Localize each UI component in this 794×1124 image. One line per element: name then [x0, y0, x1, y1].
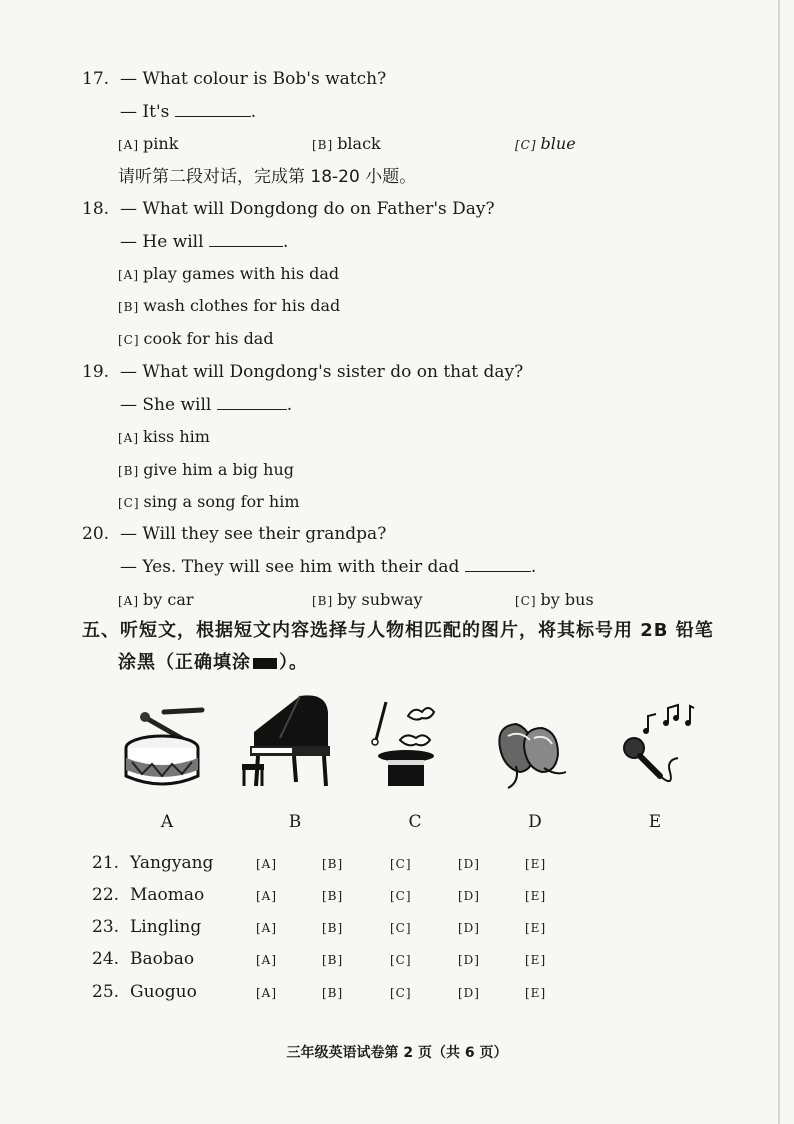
option-d-bubble[interactable]: [D]: [458, 921, 480, 935]
option-b-bubble[interactable]: [B]: [322, 953, 344, 967]
option-b-bubble[interactable]: [B]: [322, 889, 344, 903]
picture-label-d: D: [528, 812, 542, 832]
option-c-bubble[interactable]: [C]: [390, 953, 412, 967]
row-number: 22.: [92, 885, 120, 905]
option-e-bubble[interactable]: [E]: [525, 889, 547, 903]
row-name: Maomao: [130, 885, 205, 905]
option-d-bubble[interactable]: [D]: [458, 986, 480, 1000]
option-b-bubble[interactable]: [B]: [322, 921, 344, 935]
q17-answer: — It's .: [120, 102, 257, 122]
option-d-bubble[interactable]: [D]: [458, 889, 480, 903]
option-a-bubble[interactable]: [A]: [256, 857, 278, 871]
q17-option-c: [C] blue: [515, 134, 576, 153]
q17-option-a: [A] pink: [118, 134, 179, 153]
magic-hat-icon: [366, 696, 446, 792]
page-footer: 三年级英语试卷第 2 页（共 6 页）: [286, 1045, 508, 1061]
q18-question: 18. — What will Dongdong do on Father's Day?: [82, 199, 495, 219]
answer-blank: [209, 232, 283, 247]
option-a-bubble[interactable]: [A]: [256, 889, 278, 903]
option-e-bubble[interactable]: [E]: [525, 986, 547, 1000]
q19-option-c: [C] sing a song for him: [118, 492, 300, 511]
q19-option-b: [B] give him a big hug: [118, 460, 294, 479]
instruction-18-20: 请听第二段对话，完成第 18-20 小题。: [118, 167, 417, 187]
picture-label-e: E: [648, 812, 662, 832]
row-number: 25.: [92, 982, 120, 1002]
row-number: 24.: [92, 949, 120, 969]
option-c-bubble[interactable]: [C]: [390, 889, 412, 903]
q18-option-b: [B] wash clothes for his dad: [118, 296, 341, 315]
option-a-bubble[interactable]: [A]: [256, 953, 278, 967]
option-d-bubble[interactable]: [D]: [458, 857, 480, 871]
row-name: Guoguo: [130, 982, 197, 1002]
q18-option-a: [A] play games with his dad: [118, 264, 340, 283]
section5-title-line1: 五、听短文，根据短文内容选择与人物相匹配的图片，将其标号用 2B 铅笔: [82, 620, 714, 641]
option-c-bubble[interactable]: [C]: [390, 921, 412, 935]
q17-option-b: [B] black: [312, 134, 381, 153]
option-a-bubble[interactable]: [A]: [256, 921, 278, 935]
ballet-shoes-icon: [490, 706, 576, 790]
row-name: Baobao: [130, 949, 195, 969]
row-name: Lingling: [130, 917, 202, 937]
answer-blank: [217, 395, 287, 410]
option-e-bubble[interactable]: [E]: [525, 953, 547, 967]
option-d-bubble[interactable]: [D]: [458, 953, 480, 967]
picture-label-c: C: [408, 812, 422, 832]
picture-label-b: B: [288, 812, 302, 832]
q20-option-c: [C] by bus: [515, 590, 594, 609]
option-b-bubble[interactable]: [B]: [322, 986, 344, 1000]
option-e-bubble[interactable]: [E]: [525, 921, 547, 935]
option-e-bubble[interactable]: [E]: [525, 857, 547, 871]
section5-title-line2: 涂黑（正确填涂 ）。: [118, 652, 308, 673]
q20-answer: — Yes. They will see him with their dad .: [120, 557, 537, 577]
row-name: Yangyang: [130, 853, 214, 873]
page-edge: [778, 0, 780, 1124]
row-number: 23.: [92, 917, 120, 937]
q20-option-b: [B] by subway: [312, 590, 423, 609]
option-b-bubble[interactable]: [B]: [322, 857, 344, 871]
piano-icon: [240, 690, 332, 790]
q20-question: 20. — Will they see their grandpa?: [82, 524, 387, 544]
q19-question: 19. — What will Dongdong's sister do on that day?: [82, 362, 524, 382]
picture-label-a: A: [160, 812, 174, 832]
filled-mark-icon: [253, 658, 277, 669]
q20-option-a: [A] by car: [118, 590, 194, 609]
answer-blank: [175, 102, 251, 117]
q18-answer: — He will .: [120, 232, 289, 252]
option-c-bubble[interactable]: [C]: [390, 986, 412, 1000]
microphone-icon: [618, 702, 704, 790]
option-a-bubble[interactable]: [A]: [256, 986, 278, 1000]
row-number: 21.: [92, 853, 120, 873]
q18-option-c: [C] cook for his dad: [118, 329, 274, 348]
option-c-bubble[interactable]: [C]: [390, 857, 412, 871]
drum-icon: [118, 700, 210, 792]
q19-option-a: [A] kiss him: [118, 427, 210, 446]
answer-blank: [465, 557, 531, 572]
q17-question: 17. — What colour is Bob's watch?: [82, 69, 387, 89]
q19-answer: — She will .: [120, 395, 293, 415]
